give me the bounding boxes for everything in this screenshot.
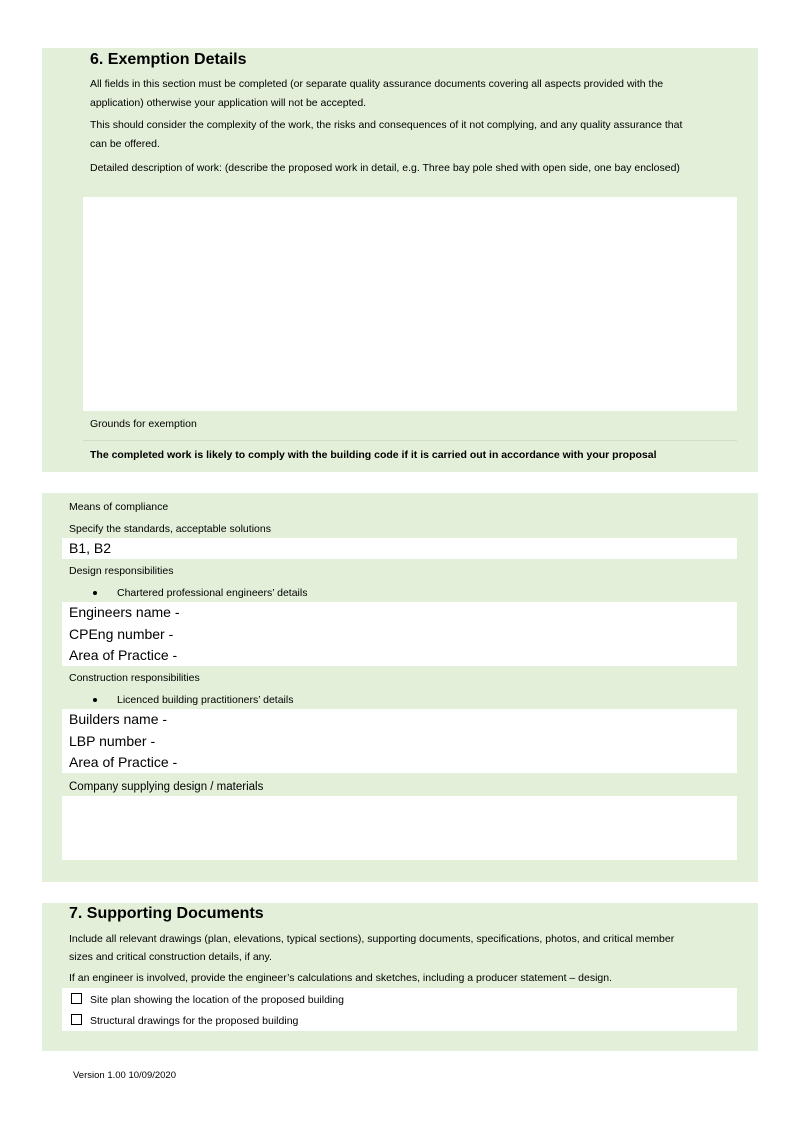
design-responsibilities-label: Design responsibilities (69, 565, 174, 577)
exemption-details-section (42, 48, 758, 472)
engineer-details-box[interactable] (62, 602, 737, 666)
standards-input[interactable]: B1, B2 (62, 538, 737, 559)
construction-responsibilities-label: Construction responsibilities (69, 672, 200, 684)
bullet-icon (93, 591, 97, 595)
company-input[interactable] (62, 796, 737, 860)
engineers-details-bullet: Chartered professional engineers’ details (117, 587, 308, 599)
grounds-statement: The completed work is likely to comply with the building code if it is carried out in accordance with your proposal (90, 449, 657, 461)
section-6-intro-line-2b: can be offered. (90, 138, 160, 150)
structural-drawings-checkbox[interactable] (71, 1014, 82, 1025)
section-6-intro-line-1: All fields in this section must be completed (or separate quality assurance documents covering all aspects provided with the (90, 78, 664, 90)
bullet-icon (93, 698, 97, 702)
builder-name-line[interactable]: Builders name - (69, 711, 168, 727)
engineer-area-line[interactable]: Area of Practice - (69, 647, 178, 663)
section-7-intro-line-1: Include all relevant drawings (plan, elevations, typical sections), supporting documents, specifications, photos, and critical member (69, 933, 675, 945)
compliance-section (42, 493, 758, 882)
site-plan-label: Site plan showing the location of the proposed building (90, 994, 344, 1006)
standards-label: Specify the standards, acceptable solutions (69, 523, 271, 535)
builder-area-line[interactable]: Area of Practice - (69, 754, 178, 770)
builders-details-bullet: Licenced building practitioners’ details (117, 694, 294, 706)
grounds-label: Grounds for exemption (90, 418, 197, 430)
site-plan-checkbox[interactable] (71, 993, 82, 1004)
section-6-intro-line-2: This should consider the complexity of the work, the risks and consequences of it not complying, and any quality assurance that (90, 119, 683, 131)
section-6-title: 6. Exemption Details (90, 51, 247, 68)
description-label: Detailed description of work: (describe the proposed work in detail, e.g. Three bay pole shed with open side, one bay enclosed) (90, 162, 680, 174)
engineer-name-line[interactable]: Engineers name - (69, 604, 180, 620)
description-textarea[interactable] (83, 197, 737, 411)
means-of-compliance-label: Means of compliance (69, 501, 169, 513)
section-7-intro-line-2: If an engineer is involved, provide the engineer’s calculations and sketches, including a producer statement – design. (69, 972, 613, 984)
cpeng-number-line[interactable]: CPEng number - (69, 625, 174, 642)
grounds-divider (83, 440, 737, 441)
version-footer: Version 1.00 10/09/2020 (73, 1070, 177, 1081)
supporting-documents-section (42, 903, 758, 1051)
lbp-number-line[interactable]: LBP number - (69, 732, 156, 749)
section-7-title: 7. Supporting Documents (69, 905, 264, 922)
company-label: Company supplying design / materials (69, 781, 264, 793)
checklist-box (62, 988, 737, 1031)
section-6-intro-line-1b: application) otherwise your application will not be accepted. (90, 97, 367, 109)
section-7-intro-line-1b: sizes and critical construction details, if any. (69, 951, 272, 963)
structural-drawings-label: Structural drawings for the proposed building (90, 1015, 299, 1027)
builder-details-box[interactable] (62, 709, 737, 773)
